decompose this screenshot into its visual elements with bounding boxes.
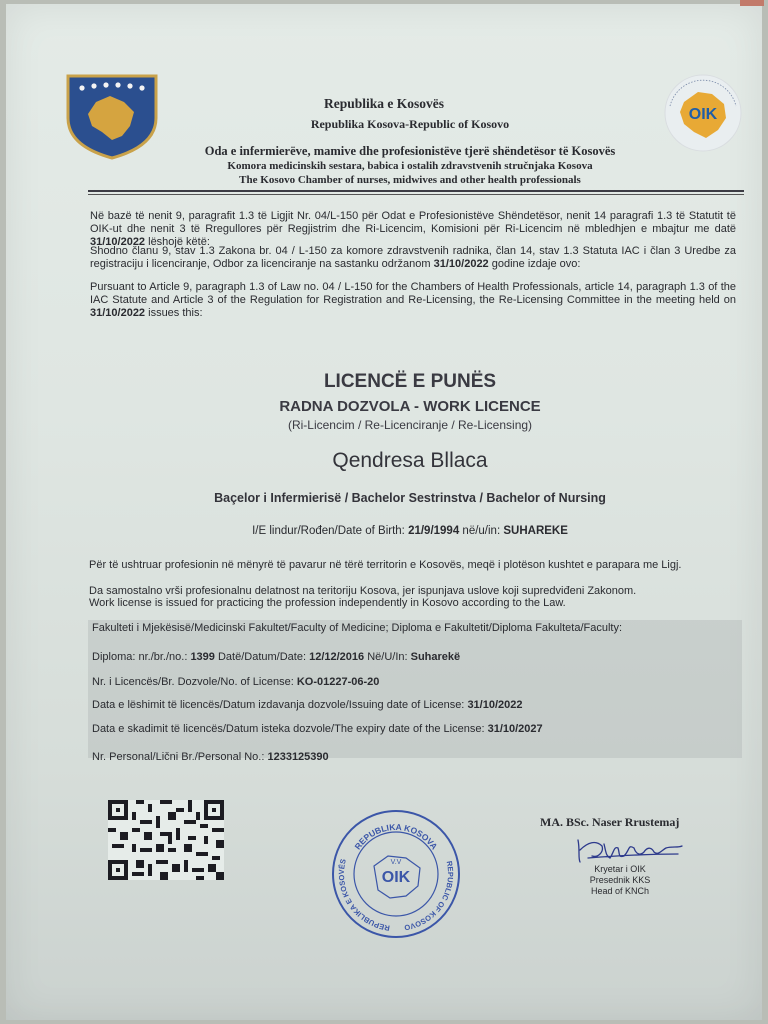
license-number-row: Nr. i Licencës/Br. Dozvole/No. of License: KO-01227-06-20 (92, 676, 380, 688)
signatory-role-3: Head of KNCh (590, 886, 650, 896)
qr-code-icon (108, 800, 224, 880)
header-rule-thin (88, 194, 744, 195)
license-title: LICENCË E PUNËS (323, 371, 497, 392)
holder-degree: Baçelor i Infermierisë / Bachelor Sestrinstva / Bachelor of Nursing (214, 491, 606, 505)
license-subtitle: RADNA DOZVOLA - WORK LICENCE (279, 398, 541, 415)
handwritten-signature (574, 832, 686, 868)
body-serbian: Da samostalno vrši profesionalnu delatnost na teritoriju Kosova, jer ispunjava uslove koji supredviđeni Zakonom. (89, 585, 637, 597)
stamp-center-text: OIK (381, 869, 411, 886)
oik-logo-text: OIK (688, 106, 718, 123)
oik-logo-icon (660, 72, 746, 154)
header-line-1: Republika e Kosovës (323, 96, 445, 111)
relicense-caption: (Ri-Licencim / Re-Licenciranje / Re-Licensing) (287, 418, 533, 432)
intro-english: Pursuant to Article 9, paragraph 1.3 of Law no. 04 / L-150 for the Chambers of Health Professionals, article 14, paragraph 1.3 of the IAC Statute and Article 3 of the Regulation for Registration and Re-Licensing, the Re-Licensing Committee in the meeting held on 31/10/2022 issues this: (90, 281, 736, 319)
stamp-right-text: REPUBLIC OF KOSOVO (403, 860, 456, 933)
body-english: Work license is issued for practicing the profession independently in Kosovo according to the Law. (89, 597, 566, 609)
header-line-2: Republika Kosova-Republic of Kosovo (310, 117, 510, 131)
header-line-3: Oda e infermierëve, mamive dhe profesionistëve tjerë shëndetësor të Kosovës (204, 144, 616, 158)
faculty-row: Fakulteti i Mjekësisë/Medicinski Fakultet/Faculty of Medicine; Diploma e Fakultetit/Diploma Fakulteta/Faculty: (92, 622, 623, 634)
holder-birth: I/E lindur/Rođen/Date of Birth: 21/9/1994 në/u/in: SUHAREKE (252, 525, 568, 537)
intro-albanian: Në bazë të nenit 9, paragrafit 1.3 të Ligjit Nr. 04/L-150 për Odat e Profesionistëve Shëndetësor, nenit 14 paragrafi 1.3 të Statutit të OIK-ut dhe nenit 3 të Rregullores për Regjistrim dhe Ri-Licencim, Komisioni për Ri-Licencim në mbledhjen e mbajtur me datë 31/10/2022 lëshojë këtë: (90, 210, 736, 248)
expiry-date-row: Data e skadimit të licencës/Datum isteka dozvole/The expiry date of the License: 31/10/2027 (92, 723, 543, 735)
intro-serbian: Shodno članu 9, stav 1.3 Zakona br. 04 / L-150 za komore zdravstvenih radnika, član 14, stav 1.3 Statuta IAC i član 3 Uredbe za registraciju i licenciranje, Odbor za licenciranje na sastanku održanom 31/10/2022 godine izdaje ovo: (90, 245, 736, 270)
header-rule (88, 190, 744, 192)
stamp-left-text: REPUBLIKA E KOSOVËS (336, 857, 391, 933)
svg-text:REPUBLIC OF KOSOVO (403, 860, 455, 932)
signatory-role-1: Kryetar i OIK (594, 864, 646, 874)
stamp-top-text: REPUBLIKA KOSOVA (352, 821, 440, 852)
header-line-4: Komora medicinskih sestara, babica i ostalih zdravstvenih stručnjaka Kosova (227, 160, 593, 172)
signatory-name: MA. BSc. Naser Rrustemaj (540, 815, 680, 829)
stamp-vv-text: V.V (390, 859, 402, 866)
issue-date-row: Data e lëshimit të licencës/Datum izdavanja dozvole/Issuing date of License: 31/10/2022 (92, 699, 523, 711)
signatory-role-2: Presednik KKS (589, 875, 651, 885)
body-albanian: Për të ushtruar profesionin në mënyrë të pavarur në tërë territorin e Kosovës, meqë i plotëson kushtet e parapara me Ligj. (89, 559, 682, 571)
corner-tab (740, 0, 764, 6)
holder-name: Qendresa Bllaca (332, 449, 488, 472)
diploma-row: Diploma: nr./br./no.: 1399 Datë/Datum/Date: 12/12/2016 Në/U/In: Suharekë (92, 651, 461, 663)
official-stamp (330, 808, 462, 940)
personal-number-row: Nr. Personal/Lični Br./Personal No.: 1233125390 (92, 751, 329, 763)
header-line-5: The Kosovo Chamber of nurses, midwives and other health professionals (239, 174, 581, 186)
svg-text:REPUBLIKA KOSOVA (352, 822, 439, 852)
details-box (88, 620, 742, 758)
